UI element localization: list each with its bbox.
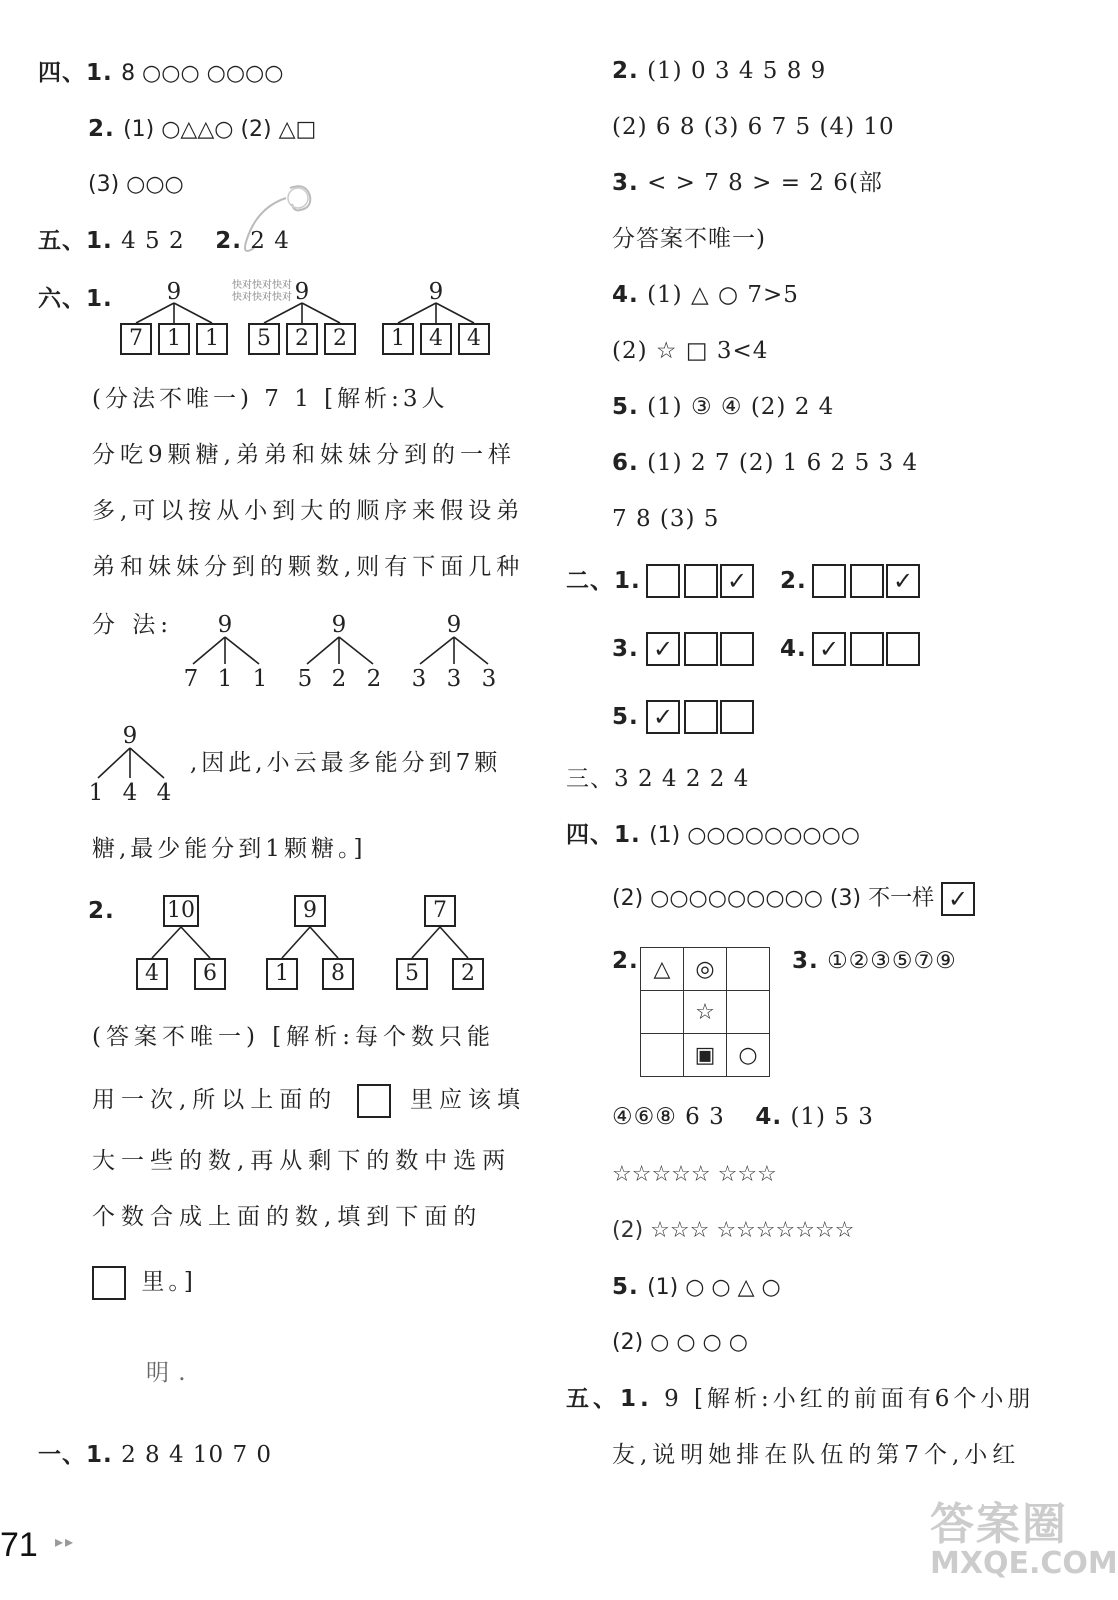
plain-tree3-kid-c: 3: [481, 666, 497, 692]
two-heading: 二、1.: [566, 568, 641, 594]
four-q5: 5. (1) ○ ○ △ ○: [612, 1274, 781, 1300]
r-q4: 4. (1) △ ○ 7>5: [612, 282, 799, 308]
plain-tree4-kid-a: 1: [88, 780, 104, 806]
plain-tree2-top: 9: [331, 612, 347, 638]
plain-tree2-kid-a: 5: [297, 666, 313, 692]
explanation-2-line1: (答案不唯一) [解析:每个数只能: [92, 1024, 495, 1050]
two-q4-heading: 4.: [780, 636, 807, 662]
tree1-box-c: 1: [196, 323, 228, 355]
plain-tree3-kid-a: 3: [411, 666, 427, 692]
r-q5: 5. (1) ③ ④ (2) 2 4: [612, 394, 835, 420]
plain-tree1-kid-b: 1: [217, 666, 233, 692]
shape-grid: [640, 947, 770, 1077]
section-5-q2-heading: 2.: [215, 228, 242, 254]
plain-tree1-kid-a: 7: [183, 666, 199, 692]
r-q6: 6. (1) 2 7 (2) 1 6 2 5 3 4: [612, 450, 919, 476]
checkmark-icon: ✓: [720, 564, 754, 598]
checkbox-empty: [646, 564, 680, 598]
q2-tree3-kid-a: 5: [396, 958, 428, 990]
r-q2-cont: (2) 6 8 (3) 6 7 5 (4) 10: [612, 114, 895, 140]
four-q3-cont: ④⑥⑧ 6 3 4. (1) 5 3: [612, 1104, 874, 1130]
plain-tree3-kid-b: 3: [446, 666, 462, 692]
q2-tree2-top: 9: [294, 895, 326, 927]
two-q3-heading: 3.: [612, 636, 639, 662]
explanation-1-line2: 分吃9颗糖,弟弟和妹妹分到的一样: [92, 442, 516, 468]
section-5-answer: 4 5 2: [121, 228, 185, 254]
grid-cell: ○: [727, 1034, 770, 1077]
checkmark-icon: ✓: [646, 632, 680, 666]
checkbox-empty: [886, 632, 920, 666]
four-q5-cont: (2) ○ ○ ○ ○: [612, 1330, 748, 1355]
plain-tree3-top: 9: [446, 612, 462, 638]
r-q4-cont: (2) ☆ □ 3<4: [612, 338, 769, 364]
section-5-right: 五、1. 9 [解析:小红的前面有6个小朋: [566, 1386, 1035, 1412]
section-4-q2-heading: 2.: [88, 116, 115, 142]
section-5-heading: 五、1.: [38, 228, 113, 254]
section-4-q2-part3: (3) ○○○: [88, 172, 184, 197]
watermark-logo: 答案圈: [930, 1499, 1068, 1550]
tree3-top: 9: [428, 279, 444, 305]
grid-cell: △: [641, 948, 684, 991]
four-q1: 四、1. (1) ○○○○○○○○○: [566, 822, 860, 848]
checkbox-empty: [684, 700, 718, 734]
r-q3-cont: 分答案不唯一): [612, 226, 766, 252]
two-q5-heading: 5.: [612, 704, 639, 730]
blank-square-icon: [357, 1084, 391, 1118]
tree2-box-b: 2: [286, 323, 318, 355]
explanation-1-line4: 弟和妹妹分到的颗数,则有下面几种: [92, 554, 525, 580]
section-5-right-cont: 友,说明她排在队伍的第7个,小红: [612, 1442, 1021, 1468]
grid-cell: ▣: [684, 1034, 727, 1077]
section-6-heading: 六、1.: [38, 286, 113, 312]
grid-cell: [727, 948, 770, 991]
grid-cell: ◎: [684, 948, 727, 991]
explanation-2-line2: 用一次,所以上面的 里应该填: [92, 1084, 526, 1118]
section-1-answer: 2 8 4 10 7 0: [121, 1442, 273, 1468]
plain-tree4-top: 9: [122, 723, 138, 749]
two-q2-heading: 2.: [780, 568, 807, 594]
grid-cell: [727, 991, 770, 1034]
tree2-box-c: 2: [324, 323, 356, 355]
plain-tree1-top: 9: [217, 612, 233, 638]
r-q6-cont: 7 8 (3) 5: [612, 506, 720, 532]
q2-tree1-top: 10: [163, 895, 199, 927]
checkmark-icon: ✓: [646, 700, 680, 734]
checkbox-empty: [684, 632, 718, 666]
checkmark-icon: ✓: [812, 632, 846, 666]
stamp-text: 快对快对快对 快对快对快对: [232, 280, 292, 303]
q2-tree3-kid-b: 2: [452, 958, 484, 990]
four-q3: 3. ①②③⑤⑦⑨: [792, 948, 957, 974]
q2-tree1-kid-b: 6: [194, 958, 226, 990]
grid-cell: [641, 1034, 684, 1077]
q2-tree2-kid-b: 8: [322, 958, 354, 990]
checkbox-empty: [850, 564, 884, 598]
r-q3: 3. < > 7 8 > = 2 6(部: [612, 170, 883, 196]
tree3-box-c: 4: [458, 323, 490, 355]
plain-tree1-kid-c: 1: [252, 666, 268, 692]
explanation-1-line3: 多,可以按从小到大的顺序来假设弟: [92, 498, 525, 524]
blank-square-icon: [92, 1266, 126, 1300]
watermark-url: MXQE.COM: [930, 1546, 1118, 1581]
faded-text: 明 .: [146, 1360, 187, 1386]
four-q4-stars-1: ☆☆☆☆☆ ☆☆☆: [612, 1162, 777, 1187]
grid-cell: ☆: [684, 991, 727, 1034]
explanation-1-line7: 糖,最少能分到1颗糖。]: [92, 836, 367, 862]
tree3-box-b: 4: [420, 323, 452, 355]
tree1-box-b: 1: [158, 323, 190, 355]
explanation-1-line5: 分 法:: [92, 612, 174, 638]
q2-tree1-kid-a: 4: [136, 958, 168, 990]
section-4-q1-answer: 8 ○○○ ○○○○: [121, 61, 284, 86]
four-q2-heading: 2.: [612, 948, 639, 974]
section-4-q2-answer: (1) ○△△○ (2) △□: [123, 117, 317, 142]
explanation-2-line4: 个数合成上面的数,填到下面的: [92, 1204, 483, 1230]
explanation-2-line3: 大一些的数,再从剩下的数中选两: [92, 1148, 512, 1174]
page-number: 71: [0, 1526, 38, 1564]
tree3-box-a: 1: [382, 323, 414, 355]
tree2-box-a: 5: [248, 323, 280, 355]
four-q1-cont: (2) ○○○○○○○○○ (3) 不一样 ✓: [612, 882, 975, 916]
checkbox-empty: [850, 632, 884, 666]
explanation-1-line6: ,因此,小云最多能分到7颗: [190, 750, 502, 776]
grid-cell: [641, 991, 684, 1034]
checkbox-empty: [720, 700, 754, 734]
explanation-2-line5: 里。]: [92, 1266, 197, 1300]
arrow-icons: ▸▸: [55, 1532, 76, 1551]
plain-tree4-kid-c: 4: [156, 780, 172, 806]
plain-tree2-kid-c: 2: [366, 666, 382, 692]
tree1-top: 9: [166, 279, 182, 305]
section-6-q2-heading: 2.: [88, 898, 115, 924]
four-q4-stars-2: (2) ☆☆☆ ☆☆☆☆☆☆☆: [612, 1218, 855, 1243]
section-3: 三、3 2 4 2 2 4: [566, 766, 750, 792]
q2-tree2-kid-a: 1: [266, 958, 298, 990]
explanation-1-line1: (分法不唯一) 7 1 [解析:3人: [92, 386, 449, 412]
tree1-box-a: 7: [120, 323, 152, 355]
section-5-q2-answer: 2 4: [250, 228, 290, 254]
r-q2: 2. (1) 0 3 4 5 8 9: [612, 58, 827, 84]
checkbox-empty: [720, 632, 754, 666]
plain-tree2-kid-b: 2: [331, 666, 347, 692]
plain-tree4-kid-b: 4: [122, 780, 138, 806]
checkbox-empty: [684, 564, 718, 598]
section-1-heading: 一、1.: [38, 1442, 113, 1468]
tree2-top: 9: [294, 279, 310, 305]
checkmark-icon: ✓: [886, 564, 920, 598]
section-1: [38, 1440, 272, 1470]
checkbox-empty: [812, 564, 846, 598]
section-4-q1-heading: 四、1.: [38, 60, 113, 86]
checkmark-icon: ✓: [941, 882, 975, 916]
q2-tree3-top: 7: [424, 895, 456, 927]
